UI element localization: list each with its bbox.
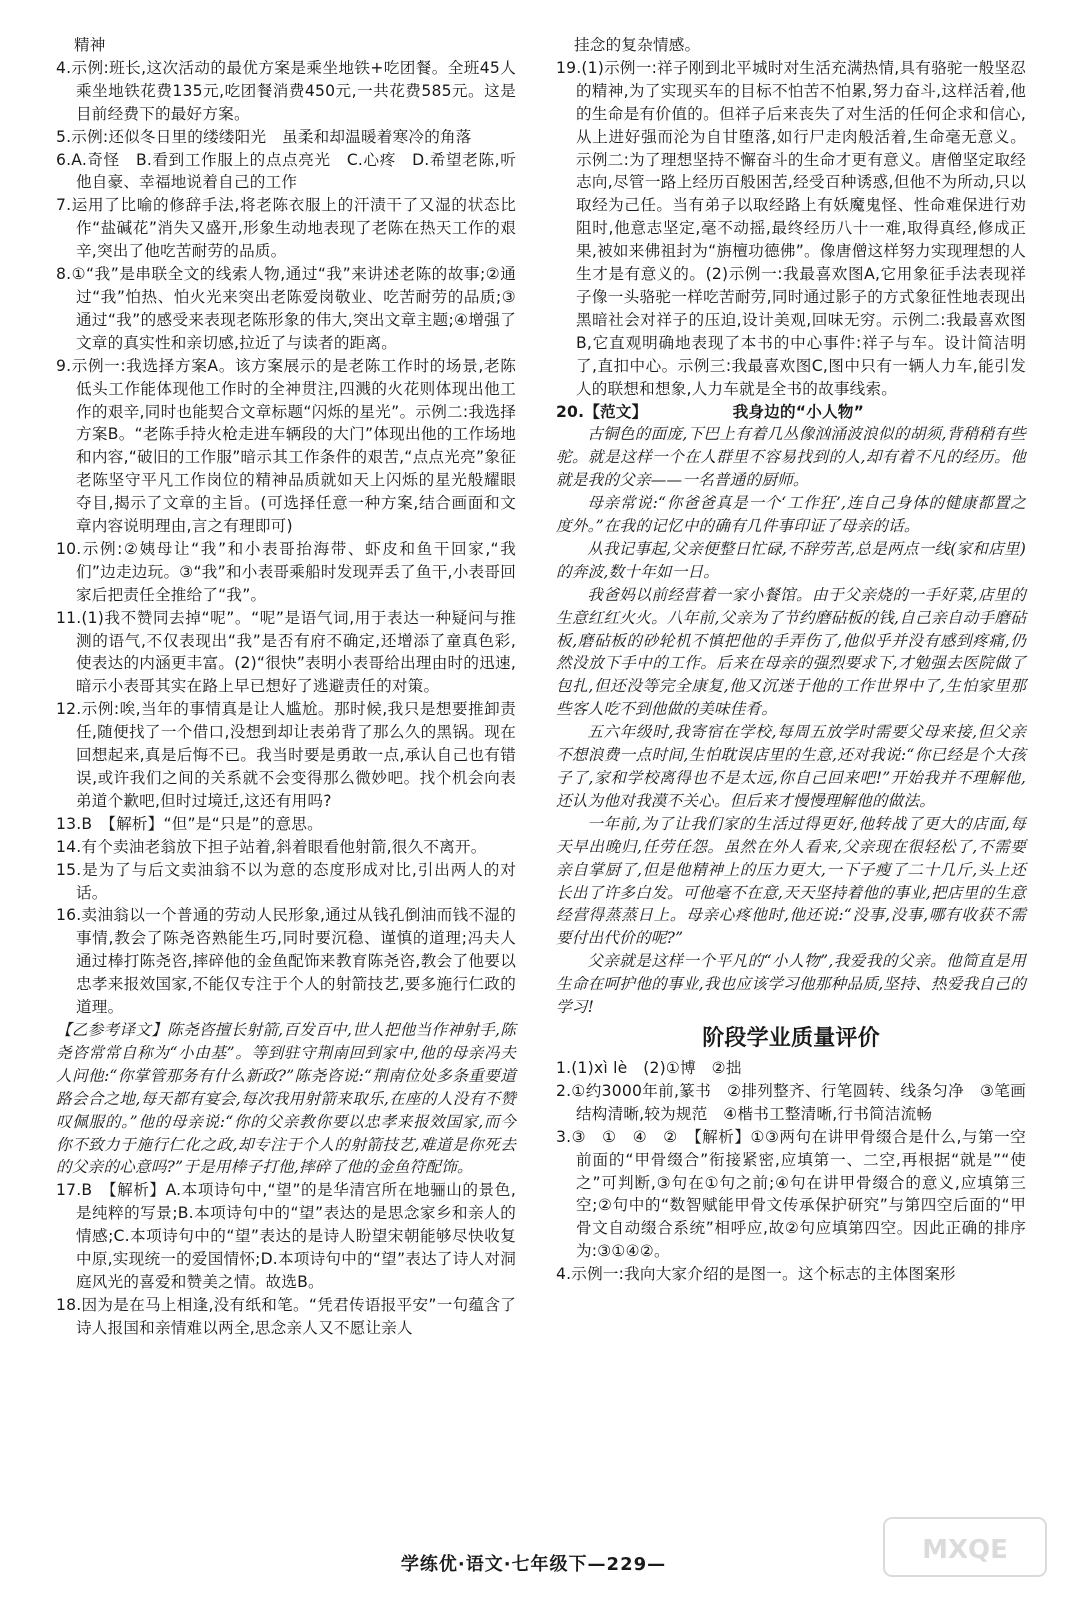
essay-title: 我身边的“小人物” (732, 402, 865, 421)
answer-item: 11.(1)我不赞同去掉“呢”。“呢”是语气词,用于表达一种疑问与推测的语气,不仅表现出“我”是否有府不确定,还增添了童真色彩,使表达的内涵更丰富。(2)“很快”表明小表哥给出理由时的迅速,暗示小表哥其实在路上早已想好了逃避责任的对策。 (56, 608, 516, 696)
essay-heading (556, 401, 1026, 424)
answer-item: 13.B 【解析】“但”是“只是”的意思。 (56, 814, 323, 833)
answer-item: 19.(1)示例一:祥子刚到北平城时对生活充满热情,具有骆驼一般坚忍的精神,为了实现买车的目标不怕苦不怕累,努力奋斗,这样活着,他的生命是有价值的。但祥子后来丧失了对生活的任何企求和信心,从上进好强而沦为自甘堕落,如行尸走肉般活着,生命毫无意义。示例二:为了理想坚持不懈奋斗的生命才更有意义。唐僧坚定取经志向,尽管一路上经历百般困苦,经受百种诱惑,但他不为所动,只以取经为己任。当有弟子以取经路上有妖魔鬼怪、性命难保进行劝阻时,他意志坚定,毫不动摇,最终经历八十一难,取得真经,修成正果,被如来佛祖封为“旃檀功德佛”。像唐僧这样努力实现理想的人生才是有意义的。(2)示例一:我最喜欢图A,它用象征手法表现祥子像一头骆驼一样吃苦耐劳,同时通过影子的方式象征性地表现出黑暗社会对祥子的压迫,设计美观,回味无穷。示例二:我最喜欢图B,它直观明确地表现了本书的中心事件:祥子与车。设计简洁明了,直扣中心。示例三:我最喜欢图C,图中只有一辆人力车,能引发人的联想和想象,人力车就是全书的故事线索。 (556, 58, 1026, 398)
watermark-logo (880, 1512, 1050, 1582)
section-title: 阶段学业质量评价 (702, 1024, 880, 1051)
answer-item: 3.③ ① ④ ② 【解析】①③两句在讲甲骨缀合是什么,与第一空前面的“甲骨缀合”衔接紧密,应填第一、二空,再根据“就是”“使之”可判断,③句在①句之前;④句在讲甲骨缀合的意义,应填第三空;②句中的“数智赋能甲骨文传承保护研究”与第四空后面的“甲骨文自动缀合系统”相呼应,故②句应填第四空。因此正确的排序为:③①④②。 (556, 1127, 1026, 1261)
answer-item: 挂念的复杂情感。 (574, 36, 701, 54)
right-top-answers (556, 34, 1026, 401)
answer-item: 【乙参考译文】陈尧咨擅长射箭,百发百中,世人把他当作神射手,陈尧咨常常自称为“小由基”。等到驻守荆南回到家中,他的母亲冯夫人问他:“你掌管那务有什么新政?”陈尧咨说:“荆南位处多条重要道路会合之地,每天都有宴会,每次我用射箭来取乐,在座的人没有不赞叹佩服的。”他的母亲说:“你的父亲教你要以忠孝来报效国家,而今你不致力于施行仁化之政,却专注于个人的射箭技艺,难道是你死去的父亲的心意吗?”于是用棒子打他,摔碎了他的金鱼符配饰。 (56, 1020, 516, 1177)
essay-paragraph: 古铜色的面庞,下巴上有着几丛像汹涌波浪似的胡须,背稍稍有些驼。就是这样一个在人群里不容易找到的人,却有着不凡的经历。他就是我的父亲——一名普通的厨师。 (556, 425, 1026, 490)
answer-item: 2.①约3000年前,篆书 ②排列整齐、行笔圆转、线条匀净 ③笔画结构清晰,较为规范 ④楷书工整清晰,行书简洁流畅 (556, 1081, 1026, 1123)
essay-paragraph: 母亲常说:“你爸爸真是一个‘工作狂’,连自己身体的健康都置之度外。”在我的记忆中的确有几件事印证了母亲的话。 (556, 494, 1026, 536)
essay-body (556, 423, 1026, 1019)
answer-item: 5.示例:还似冬日里的缕缕阳光 虽柔和却温暖着寒冷的角落 (56, 127, 472, 146)
page-footer: 学练优·语文·七年级下—229— (400, 1554, 667, 1575)
answer-item: 14.有个卖油老翁放下担子站着,斜着眼看他射箭,很久不离开。 (56, 837, 487, 856)
answer-item: 1.(1)xì lè (2)①博 ②拙 (556, 1058, 742, 1077)
answer-item: 精神 (74, 36, 106, 54)
essay-paragraph: 五六年级时,我寄宿在学校,每周五放学时需要父母来接,但父亲不想浪费一点时间,生怕耽误店里的生意,还对我说:“你已经是个大孩子了,家和学校离得也不是太远,你自己回来吧!”开始我并不理解他,还认为他对我漠不关心。但后来才慢慢理解他的做法。 (556, 723, 1026, 810)
answer-item: 18.因为是在马上相逢,没有纸和笔。“凭君传语报平安”一句蕴含了诗人报国和亲情难以两全,思念亲人又不愿让亲人 (56, 1295, 516, 1337)
svg-text:MXQE: MXQE (922, 1535, 1008, 1565)
answer-item: 4.示例:班长,这次活动的最优方案是乘坐地铁+吃团餐。全班45人乘坐地铁花费135元,吃团餐消费450元,一共花费585元。这是目前经费下的最好方案。 (56, 58, 516, 123)
answer-item: 17.B 【解析】A.本项诗句中,“望”的是华清宫所在地骊山的景色,是纯粹的写景;B.本项诗句中的“望”表达的是思念家乡和亲人的情感;C.本项诗句中的“望”表达的是诗人盼望宋朝能够尽快收复中原,实现统一的爱国情怀;D.本项诗句中的“望”表达了诗人对洞庭风光的喜爱和赞美之情。故选B。 (56, 1181, 516, 1291)
answer-item: 8.①“我”是串联全文的线索人物,通过“我”来讲述老陈的故事;②通过“我”怕热、怕火光来突出老陈爱岗敬业、吃苦耐劳的品质;③通过“我”的感受来表现老陈形象的伟大,突出文章主题;④增强了文章的真实性和亲切感,拉近了与读者的距离。 (56, 265, 516, 352)
answer-item: 16.卖油翁以一个普通的劳动人民形象,通过从钱孔倒油而钱不湿的事情,教会了陈尧咨熟能生巧,同时要沉稳、谨慎的道理;冯夫人通过棒打陈尧咨,摔碎他的金鱼配饰来教育陈尧咨,教会了他要以忠孝来报效国家,不能仅专注于个人的射箭技艺,要多施行仁政的道理。 (56, 906, 516, 1017)
essay-paragraph: 从我记事起,父亲便整日忙碌,不辞劳苦,总是两点一线(家和店里)的奔波,数十年如一日。 (556, 539, 1026, 581)
answer-item: 4.示例一:我向大家介绍的是图一。这个标志的主体图案形 (556, 1265, 956, 1284)
essay-label: 20.【范文】 (556, 402, 648, 421)
essay-paragraph: 我爸妈以前经营着一家小餐馆。由于父亲烧的一手好菜,店里的生意红红火火。八年前,父亲为了节约磨砧板的钱,自己亲自动手磨砧板,磨砧板的砂轮机不慎把他的手弄伤了,他似乎并没有感到疼痛,仍然没放下手中的工作。后来在母亲的强烈要求下,才勉强去医院做了包扎,但还没等完全康复,他又沉迷于他的工作世界中了,生怕家里那些客人吃不到他做的美味佳肴。 (556, 585, 1026, 719)
answer-item: 9.示例一:我选择方案A。该方案展示的是老陈工作时的场景,老陈低头工作能体现他工作时的全神贯注,四溅的火花则体现出他工作的艰辛,同时也能契合文章标题“闪烁的星光”。示例二:我选择方案B。“老陈手持火枪走进车辆段的大门”体现出他的工作场地和内容,“破旧的工作服”暗示其工作条件的艰苦,“点点光亮”象征老陈坚守平凡工作岗位的精神品质就如天上闪烁的星光般耀眼夺目,揭示了文章的主旨。(可选择任意一种方案,结合画面和文章内容说明理由,言之有理即可) (56, 356, 516, 536)
essay-paragraph: 一年前,为了让我们家的生活过得更好,他转战了更大的店面,每天早出晚归,任劳任怨。虽然在外人看来,父亲现在很轻松了,不需要亲自掌厨了,但是他精神上的压力更大,一下子瘦了二十几斤,头上还长出了许多白发。可他毫不在意,天天坚持着他的事业,把店里的生意经营得蒸蒸日上。母亲心疼他时,他还说:“没事,没事,哪有收获不需要付出代价的呢?” (556, 814, 1026, 948)
answer-item: 7.运用了比喻的修辞手法,将老陈衣服上的汗渍干了又湿的状态比作“盐碱花”消失又盛开,形象生动地表现了老陈在热天工作的艰辛,突出了他吃苦耐劳的品质。 (56, 196, 516, 261)
answer-item: 15.是为了与后文卖油翁不以为意的态度形成对比,引出两人的对话。 (56, 860, 516, 902)
answer-item: 10.示例:②姨母让“我”和小表哥抬海带、虾皮和鱼干回家,“我们”边走边玩。③“我”和小表哥乘船时发现弄丢了鱼干,小表哥回家后把责任全推给了“我”。 (56, 539, 516, 604)
answer-item: 12.示例:唉,当年的事情真是让人尴尬。那时候,我只是想要推卸责任,随便找了一个借口,没想到却让表弟背了那么久的黑锅。现在回想起来,真是后悔不已。我当时要是勇敢一点,承认自己也有错误,或许我们之间的关系就不会变得那么微妙吧。找个机会向表弟道个歉吧,但时过境迁,这还有用吗? (56, 700, 516, 810)
right-bottom-answers (556, 1057, 1026, 1286)
left-column (56, 34, 516, 1340)
right-column (556, 34, 1026, 1286)
answer-item: 6.A.奇怪 B.看到工作服上的点点亮光 C.心疼 D.希望老陈,听他自豪、幸福地说着自己的工作 (56, 150, 516, 192)
essay-paragraph: 父亲就是这样一个平凡的“小人物”,我爱我的父亲。他简直是用生命在呵护他的事业,我也应该学习他那种品质,坚持、热爱我自己的学习! (556, 952, 1026, 1017)
